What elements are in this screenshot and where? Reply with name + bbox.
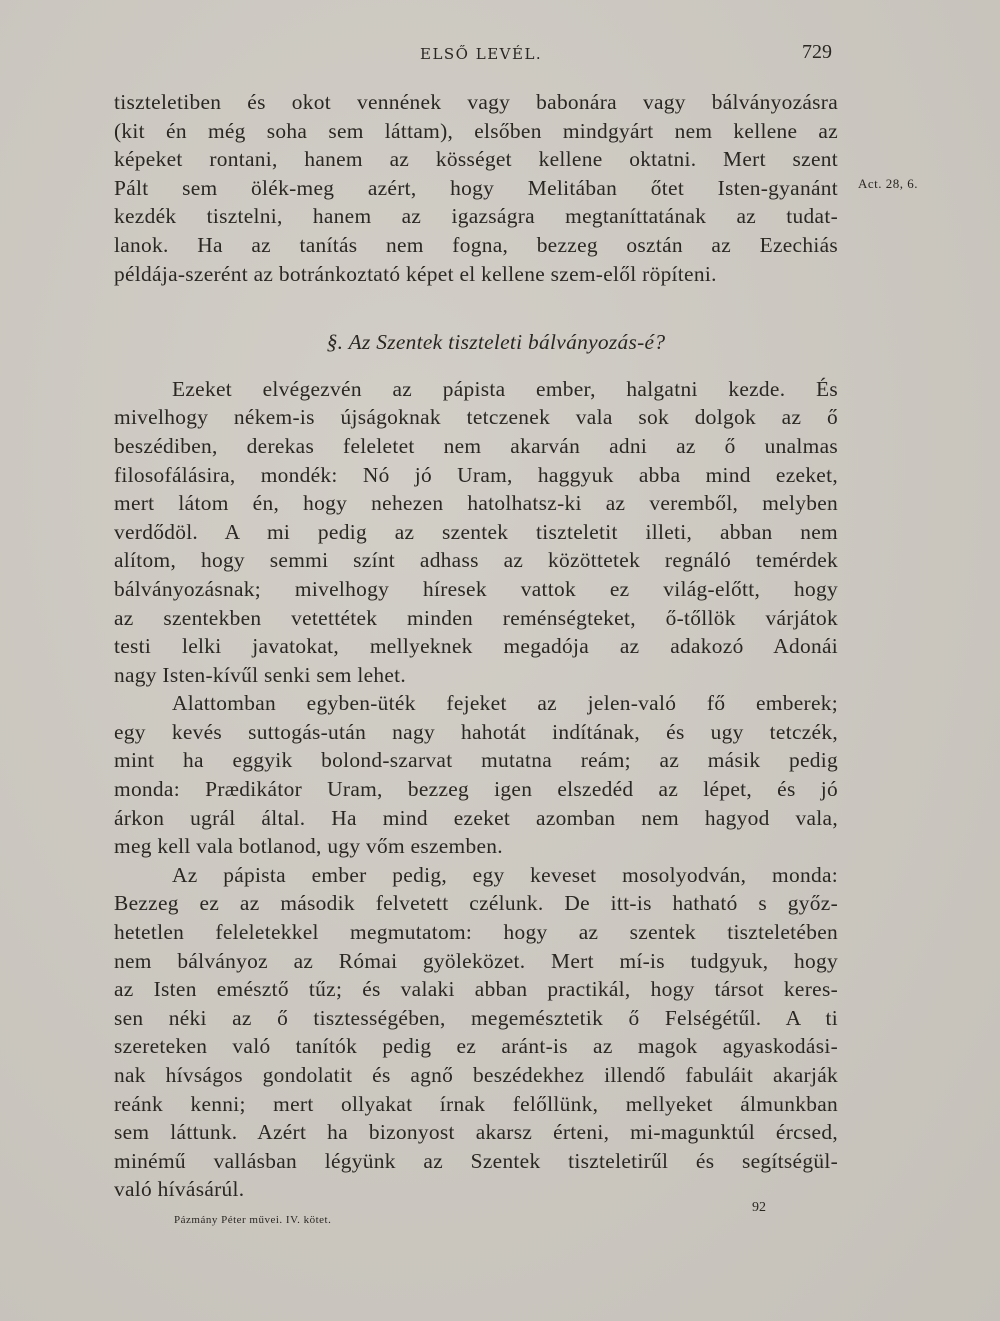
section-heading: §. Az Szentek tiszteleti bálványozás-é?: [326, 330, 666, 355]
text-line: Ezeket elvégezvén az pápista ember, halgatni kezde. És: [172, 376, 838, 401]
text-line: meg kell vala botlanod, ugy vőm eszemben.: [114, 834, 503, 859]
text-line: mint ha eggyik bolond-szarvat mutatna reám; az másik pedig: [114, 748, 838, 773]
paragraph-4: [114, 861, 838, 1204]
paragraph-1: [114, 88, 838, 288]
page-number: 729: [802, 41, 832, 63]
text-line: való hívásárúl.: [114, 1177, 245, 1202]
text-line: szereteken való tanítók pedig ez aránt-is az magok agyaskodási-: [114, 1034, 838, 1059]
text-line: beszédiben, derekas feleletet nem akarván adni az ő unalmas: [114, 433, 838, 458]
text-line: lanok. Ha az tanítás nem fogna, bezzeg osztán az Ezechiás: [114, 232, 838, 257]
text-line: kezdék tisztelni, hanem az igazságra megtaníttatának az tudat-: [114, 204, 838, 229]
text-line: képeket rontani, hanem az kösséget kellene oktatni. Mert szent: [114, 147, 838, 172]
text-line: monda: Prædikátor Uram, bezzeg igen elszedéd az lépet, és jó: [114, 777, 838, 802]
text-line: árkon ugrál által. Ha mind ezeket azomban nem hagyod vala,: [114, 805, 838, 830]
text-line: hetetlen feleletekkel megmutatom: hogy az szentek tiszteletében: [114, 920, 838, 945]
paragraph-3: [114, 689, 838, 861]
paragraph-2: [114, 375, 838, 690]
text-line: sen néki az ő tisztességében, megemésztetik ő Felségétűl. A ti: [114, 1005, 838, 1030]
text-line: Pált sem ölék-meg azért, hogy Melitában őtet Isten-gyanánt: [114, 175, 838, 200]
text-line: bálványozásnak; mivelhogy híresek vattok ez világ-előtt, hogy: [114, 576, 838, 601]
text-line: reánk kenni; mert ollyakat írnak felőllünk, mellyeket álmunkban: [114, 1091, 838, 1116]
text-line: nagy Isten-kívűl senki sem lehet.: [114, 662, 407, 687]
text-line: nem bálványoz az Római gyöleközet. Mert mí-is tudgyuk, hogy: [114, 948, 838, 973]
text-line: alítom, hogy semmi színt adhass az közöttetek regnáló temérdek: [114, 548, 838, 573]
text-line: (kit én még soha sem láttam), elsőben mindgyárt nem kellene az: [114, 118, 838, 143]
text-line: az szentekben vetettétek minden reménségteket, ő-tőllök várjátok: [114, 605, 838, 630]
running-head: [0, 41, 1000, 67]
text-line: mivelhogy nékem-is újságoknak tetczenek vala sok dolgok az ő: [114, 405, 838, 430]
text-line: példája-szerént az botránkoztató képet el kellene szem-elől röpíteni.: [114, 261, 717, 286]
text-line: az Isten emésztő tűz; és valaki abban practikál, hogy társot keres-: [114, 977, 838, 1002]
text-line: filosofálásira, mondék: Nó jó Uram, haggyuk abba mind ezeket,: [114, 462, 838, 487]
footer-signature: Pázmány Péter művei. IV. kötet.: [174, 1214, 332, 1226]
text-line: Alattomban egyben-üték fejeket az jelen-való fő emberek;: [172, 691, 838, 716]
margin-reference: Act. 28, 6.: [858, 176, 919, 191]
text-line: Bezzeg ez az második felvetett czélunk. De itt-is hatható s győz-: [114, 891, 838, 916]
text-line: tiszteletiben és okot vennének vagy babonára vagy bálványozásra: [114, 90, 838, 114]
text-line: verdődöl. A mi pedig az szentek tiszteletit illeti, abban nem: [114, 519, 838, 544]
text-line: Az pápista ember pedig, egy keveset mosolyodván, monda:: [172, 862, 838, 887]
text-line: testi lelki javatokat, mellyeknek megadója az adakozó Adonái: [114, 634, 838, 659]
text-line: sem láttunk. Azért ha bizonyost akarsz érteni, mi-magunktúl ércsed,: [114, 1120, 838, 1145]
text-line: egy kevés suttogás-után nagy hahotát indítának, és ugy tetczék,: [114, 719, 838, 744]
running-head-title: ELSŐ LEVÉL.: [420, 45, 543, 63]
text-line: nak hívságos gondolatit és agnő beszédekhez illendő fabuláit akarják: [114, 1063, 838, 1087]
signature-number: 92: [752, 1200, 766, 1215]
text-line: minémű vallásban légyünk az Szentek tiszteletirűl és segítségül-: [114, 1148, 838, 1173]
text-line: mert látom én, hogy nehezen hatolhatsz-ki az veremből, melyben: [114, 491, 838, 516]
page-body: [114, 88, 838, 1204]
